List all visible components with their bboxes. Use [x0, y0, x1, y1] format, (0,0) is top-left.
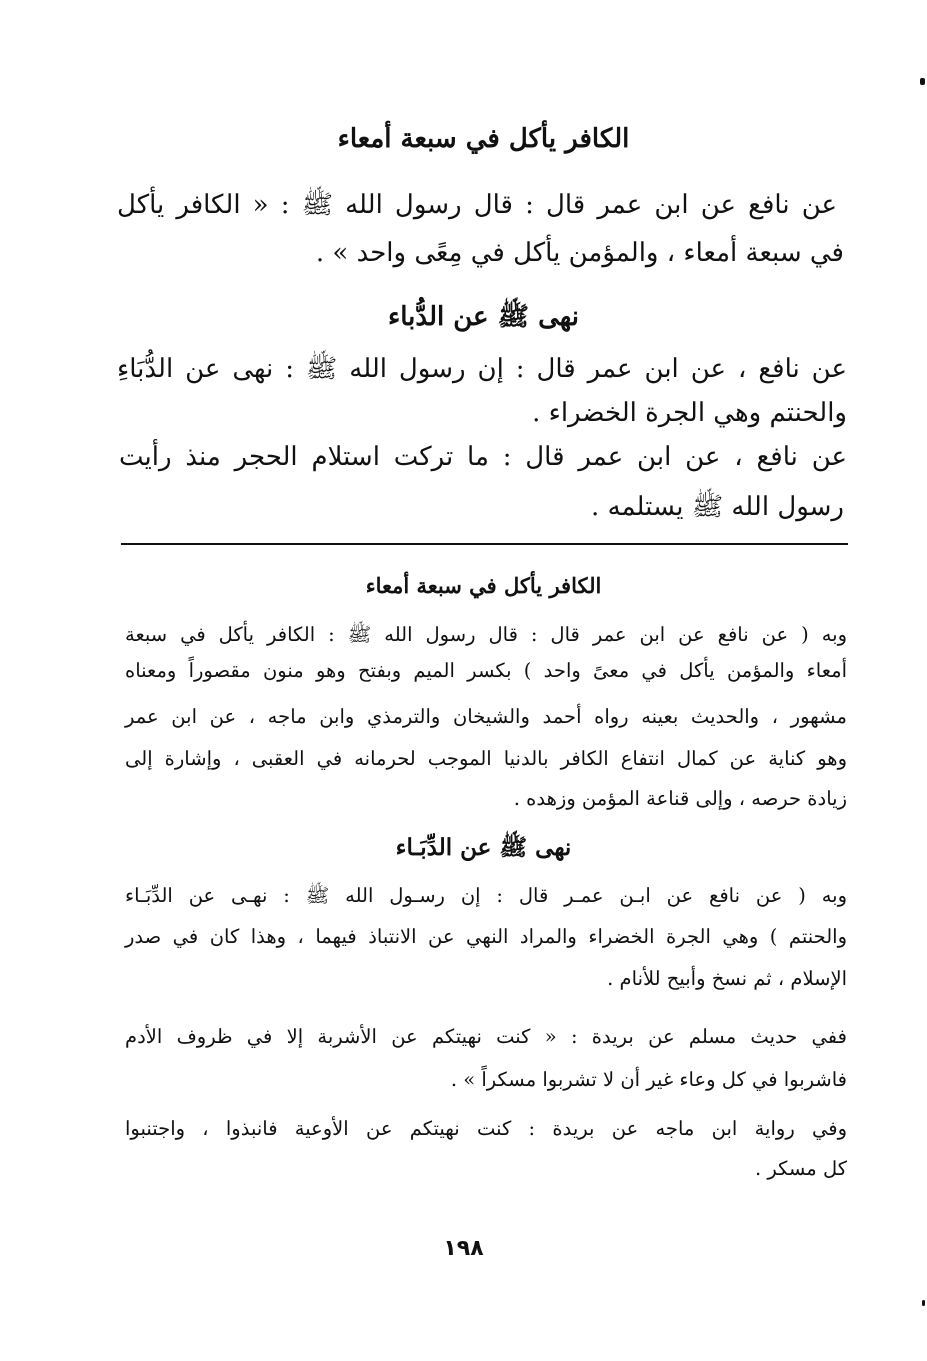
matn-section2-title: نهى ﷺ عن الدُّباء [388, 302, 579, 332]
sharh-section2-line: الإسلام ، ثم نسخ وأبيح للأنام . [607, 967, 847, 990]
matn-section1-title: الكافر يأكل في سبعة أمعاء [337, 124, 630, 154]
sharh-section1-line: مشهور ، والحديث بعينه رواه أحمد والشيخان والترمذي وابن ماجه ، عن ابن عمر [125, 705, 847, 728]
sharh-section2-line: والحنتم ) وهي الجرة الخضراء والمراد النهي عن الانتباذ فيهما ، وهذا كان في صدر [125, 925, 847, 948]
matn-section1-line: عن نافع عن ابن عمر قال : قال رسول الله ﷺ : « الكافر يأكل [117, 190, 837, 220]
sharh-section3-line: ففي حديث مسلم عن بريدة : « كنت نهيتكم عن الأشربة إلا في ظروف الأدم [125, 1025, 847, 1048]
sharh-section1-line: زيادة حرصه ، وإلى قناعة المؤمن وزهده . [513, 787, 847, 810]
scan-edge-mark [920, 78, 925, 85]
sharh-section2-line: وبه ( عن نافع عن ابـن عمـر قال : إن رسـول الله ﷺ : نهـى عن الدِّبَـاء [125, 884, 847, 907]
sharh-section2-title: نهى ﷺ عن الدِّبَـاء [395, 834, 572, 861]
matn-section2-line: عن نافع ، عن ابن عمر قال : إن رسول الله ﷺ : نهى عن الدُّبَاءِ [117, 354, 847, 384]
section-divider [121, 543, 848, 545]
sharh-section1-line: أمعاء والمؤمن يأكل في معىً واحد ) بكسر الميم وبفتح وهو منون مقصوراً ومعناه [125, 659, 847, 682]
matn-section2-line: والحنتم وهي الجرة الخضراء . [532, 398, 847, 428]
matn-section1-line: في سبعة أمعاء ، والمؤمن يأكل في مِعًى واحد » . [315, 238, 844, 268]
sharh-section4-line: كل مسكر . [754, 1157, 847, 1180]
sharh-section4-line: وفي رواية ابن ماجه عن بريدة : كنت نهيتكم عن الأوعية فانبذوا ، واجتنبوا [125, 1117, 847, 1140]
page-number: ١٩٨ [443, 1236, 484, 1261]
matn-section3-line: عن نافع ، عن ابن عمر قال : ما تركت استلام الحجر منذ رأيت [119, 442, 847, 472]
scan-edge-mark [922, 1300, 925, 1306]
sharh-section3-line: فاشربوا في كل وعاء غير أن لا تشربوا مسكراً » . [450, 1068, 847, 1091]
matn-section3-line: رسول الله ﷺ يستلمه . [591, 492, 844, 522]
sharh-section1-line: وهو كناية عن كمال انتفاع الكافر بالدنيا الموجب لحرمانه في العقبى ، وإشارة إلى [125, 747, 847, 770]
sharh-section1-title: الكافر يأكل في سبعة أمعاء [365, 573, 602, 598]
sharh-section1-line: وبه ( عن نافع عن ابن عمر قال : قال رسول الله ﷺ : الكافر يأكل في سبعة [125, 623, 847, 646]
